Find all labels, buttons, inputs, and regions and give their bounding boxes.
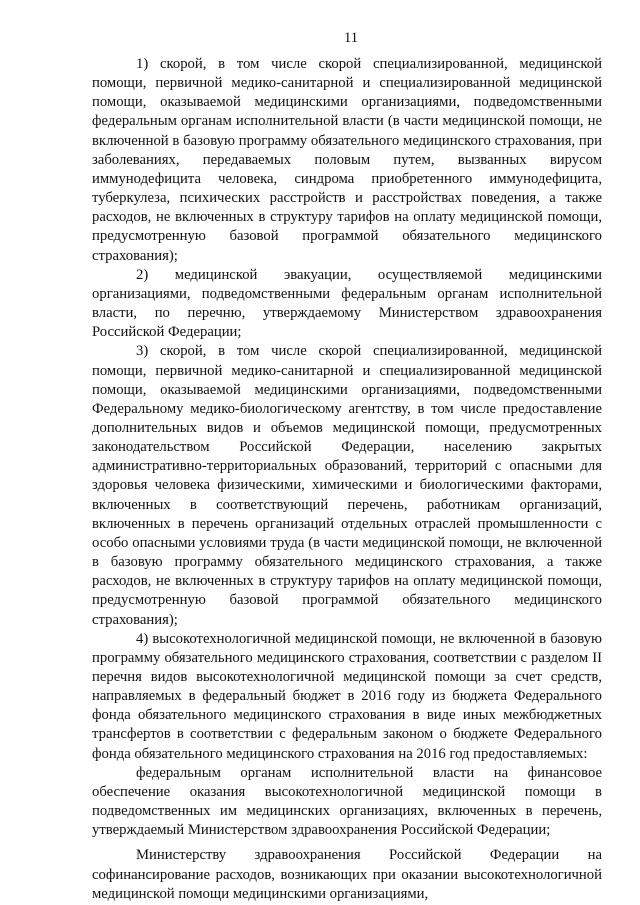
paragraph-4: 4) высокотехнологичной медицинской помощи, не включенной в базовую программу обязательного медицинского страхования, соответствии с разделом II перечня видов высокотехнологичной медицинской помощи за счет средств, направляемых в федеральный бюджет в 2016 году из бюджета Федерального фонда обязательного медицинского страхования в виде иных межбюджетных трансфертов в соответствии с федеральным законом о бюджете Федерального фонда обязательного медицинского страхования на 2016 год предоставляемых:	[92, 630, 602, 762]
paragraph-1: 1) скорой, в том числе скорой специализированной, медицинской помощи, первичной медико-санитарной и специализированной медицинской помощи, оказываемой медицинскими организациями, подведомственными федеральным органам исполнительной власти (в части медицинской помощи, не включенной в базовую программу обязательного медицинского страхования, при заболеваниях, передаваемых половым путем, вызванных вирусом иммунодефицита человека, синдрома приобретенного иммунодефицита, туберкулеза, психических расстройств и расстройствах поведения, а также расходов, не включенных в структуру тарифов на оплату медицинской помощи, предусмотренную базовой программой обязательного медицинского страхования);	[92, 56, 602, 264]
paragraph-2: 2) медицинской эвакуации, осуществляемой медицинскими организациями, подведомственными федеральным органам исполнительной власти, по перечню, утверждаемому Министерством здравоохранения Российской Федерации;	[92, 266, 602, 341]
page-number: 11	[344, 30, 358, 46]
paragraph-3: 3) скорой, в том числе скорой специализированной, медицинской помощи, первичной медико-санитарной и специализированной медицинской помощи, оказываемой медицинскими организациями, подведомственными Федеральному медико-биологическому агентству, в том числе предоставление дополнительных видов и объемов медицинской помощи, предусмотренных законодательством Российской Федерации, населению закрытых административно-территориальных образований, территорий с опасными для здоровья человека физическими, химическими и биологическими факторами, включенных в соответствующий перечень, работникам организаций, включенных в перечень организаций отдельных отраслей промышленности с особо опасными условиями труда (в части медицинской помощи, не включенной в базовую программу обязательного медицинского страхования, а также расходов, не включенных в структуру тарифов на оплату медицинской помощи, предусмотренную базовой программой обязательного медицинского страхования);	[92, 343, 602, 628]
paragraph-6: Министерству здравоохранения Российской Федерации на софинансирование расходов, возникающих при оказании высокотехнологичной медицинской помощи медицинскими организациями,	[92, 847, 602, 902]
paragraph-5: федеральным органам исполнительной власти на финансовое обеспечение оказания высокотехнологичной медицинской помощи в подведомственных им медицинских организациях, включенных в перечень, утверждаемый Министерством здравоохранения Российской Федерации;	[92, 764, 602, 839]
